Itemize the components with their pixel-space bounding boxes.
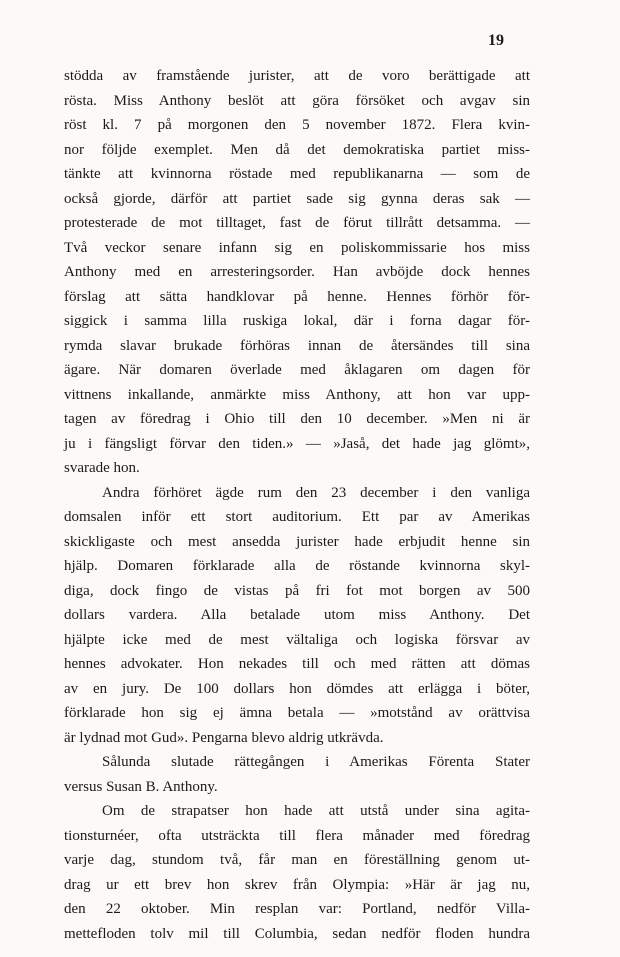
- text-line: stödda av framstående jurister, att de voro berättigade att: [64, 68, 530, 84]
- text-line: den 22 oktober. Min resplan var: Portland, nedför Villa-: [64, 901, 530, 917]
- text-line: Andra förhöret ägde rum den 23 december i den vanliga: [102, 484, 530, 501]
- text-line: diga, dock fingo de vistas på fri fot mot borgen av 500: [64, 582, 530, 599]
- text-line: siggick i samma lilla ruskiga lokal, där i forna dagar för-: [64, 313, 530, 329]
- text-line: hennes advokater. Hon nekades till och med rätten att dömas: [64, 656, 530, 672]
- text-line: tagen av föredrag i Ohio till den 10 december. »Men ni är: [64, 411, 530, 427]
- text-line: varje dag, stundom två, får man en föreställning genom ut-: [64, 852, 530, 868]
- paragraph: [64, 750, 530, 799]
- text-line: tänkte att kvinnorna röstade med republikanarna — som de: [64, 166, 530, 182]
- text-line: vittnens inkallande, anmärkte miss Anthony, att hon var upp-: [64, 386, 530, 403]
- text-line: Anthony med en arresteringsorder. Han avböjde dock hennes: [64, 264, 530, 280]
- text-line: förslag att sätta handklovar på henne. Hennes förhör för-: [64, 288, 530, 305]
- text-line: rösta. Miss Anthony beslöt att göra försöket och avgav sin: [64, 92, 530, 109]
- text-line: också gjorde, därför att partiet sade sig gynna deras sak —: [64, 190, 530, 207]
- text-line: skickligaste och mest ansedda jurister hade erbjudit henne sin: [64, 533, 530, 550]
- text-line: mettefloden tolv mil till Columbia, sedan nedför floden hundra: [64, 925, 530, 942]
- text-line: domsalen inför ett stort auditorium. Ett par av Amerikas: [64, 509, 530, 525]
- text-line: av en jury. De 100 dollars hon dömdes att erlägga i böter,: [64, 680, 530, 697]
- text-line: rymda slavar brukade förhöras innan de återsändes till sina: [64, 337, 530, 354]
- text-line: ju i fängsligt förvar den tiden.» — »Jaså, det hade jag glömt»,: [64, 435, 530, 452]
- text-line: ägare. När domaren överlade med åklagaren om dagen för: [64, 362, 530, 378]
- text-line: protesterade de mot tilltaget, fast de förut tillrått detsamma. —: [64, 215, 530, 231]
- text-line: tionsturnéer, ofta utsträckta till flera månader med föredrag: [64, 827, 530, 844]
- page-number: 19: [488, 32, 504, 49]
- text-line: nor följde exemplet. Men då det demokratiska partiet miss-: [64, 141, 530, 158]
- text-line: Sålunda slutade rättegången i Amerikas Förenta Stater: [102, 754, 530, 770]
- text-line: hjälp. Domaren förklarade alla de röstande kvinnorna skyl-: [64, 558, 530, 574]
- text-line: versus Susan B. Anthony.: [64, 778, 218, 795]
- text-line: drag ur ett brev hon skrev från Olympia: »Här är jag nu,: [64, 876, 530, 893]
- paragraph: [64, 799, 530, 946]
- text-line: förklarade hon sig ej ämna betala — »motstånd av orättvisa: [64, 705, 530, 721]
- body-text: [64, 64, 530, 946]
- text-line: Två veckor senare infann sig en poliskommissarie hos miss: [64, 239, 530, 256]
- text-line: Om de strapatser hon hade att utstå under sina agita-: [102, 803, 530, 819]
- paragraph: [64, 64, 530, 481]
- text-line: svarade hon.: [64, 460, 140, 476]
- text-line: dollars vardera. Alla betalade utom miss Anthony. Det: [64, 607, 530, 623]
- text-line: är lydnad mot Gud». Pengarna blevo aldrig utkrävda.: [64, 729, 384, 746]
- text-line: hjälpte icke med de mest vältaliga och logiska försvar av: [64, 631, 530, 648]
- paragraph: [64, 481, 530, 751]
- text-line: röst kl. 7 på morgonen den 5 november 1872. Flera kvin-: [64, 117, 530, 133]
